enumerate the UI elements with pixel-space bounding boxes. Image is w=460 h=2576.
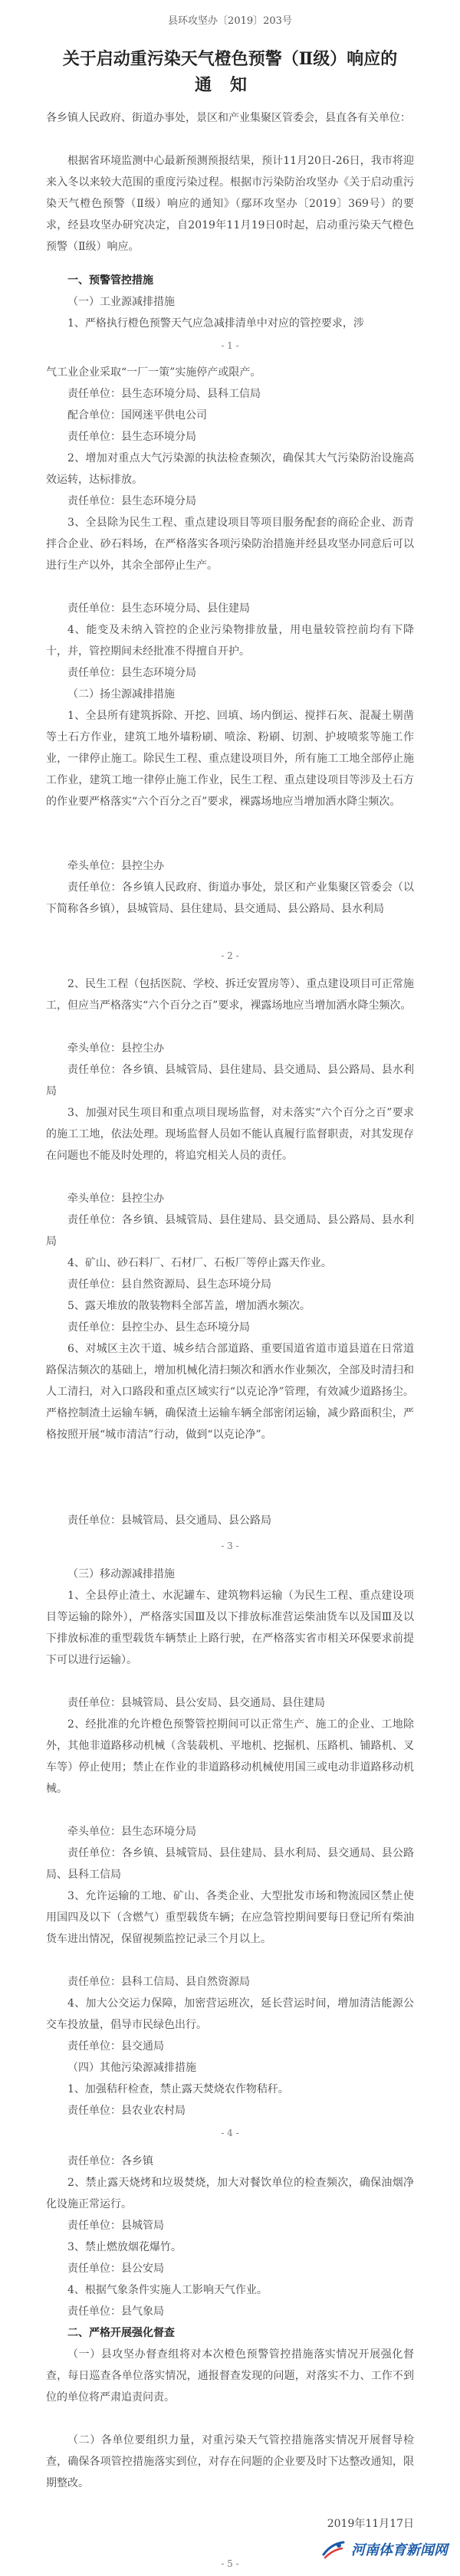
responsible-unit: 责任单位：县公安局: [67, 2263, 164, 2275]
document-number: 县环攻坚办〔2019〕203号: [168, 15, 292, 27]
paragraph: 气工业企业采取“一厂一策”实施停产或限产。: [46, 366, 261, 379]
responsible-unit: 责任单位：县自然资源局、县生态环境分局: [67, 1278, 271, 1291]
responsible-unit: 责任单位：各乡镇、县城管局、县住建局、县交通局、县公路局、县水利局: [46, 1214, 414, 1248]
paragraph: 5、露天堆放的散装物料全部苫盖，增加洒水频次。: [67, 1300, 310, 1312]
page-marker: - 5 -: [221, 2558, 239, 2569]
responsible-unit: 责任单位：各乡镇、县城管局、县住建局、县水利局、县交通局、县公路局、县科工信局: [46, 1847, 414, 1881]
responsible-unit: 责任单位：县生态环境分局、县住建局: [67, 602, 250, 615]
responsible-unit: 责任单位：县生态环境分局: [67, 431, 196, 443]
page-marker: - 4 -: [221, 2128, 239, 2138]
paragraph: 4、能变及未纳入管控的企业污染物排放量，用电量较管控前均有下降十，并，管控期间未经批准不得擅自开护。: [46, 624, 414, 658]
responsible-unit: 责任单位：县城管局、县公安局、县交通局、县住建局: [67, 1697, 325, 1709]
section-heading-1: 一、预警管控措施: [67, 274, 153, 287]
section-heading-2: 二、严格开展强化督查: [67, 2327, 175, 2339]
lead-unit: 牵头单位：县控尘办: [67, 1042, 164, 1055]
paragraph: 1、全县所有建筑拆除、开挖、回填、场内倒运、搅拌石灰、混凝土剔凿等土石方作业，建筑工地外墙粉刷、喷涂、粉刷、切割、护坡喷浆等施工作业，一律停止施工。除民生工程、重点建设项目外，所有施工工地全部停止施工作业，建筑工地一律停止施工作业，民生工程、重点建设项目等涉及土石方的作业要严格落实“六个百分之百”要求，裸露场地应当增加洒水降尘频次。: [46, 710, 414, 808]
responsible-unit: 责任单位：县生态环境分局: [67, 495, 196, 507]
site-watermark: [320, 2539, 448, 2559]
subsection-heading-4: （四）其他污染源减排措施: [67, 2062, 196, 2074]
subsection-heading-1: （一）工业源减排措施: [67, 296, 175, 308]
page-marker: - 2 -: [221, 950, 239, 961]
paragraph: 1、加强秸秆检查，禁止露天焚烧农作物秸秆。: [67, 2083, 289, 2095]
paragraph: 6、对城区主次干道、城乡结合部道路、重要国道省道市道县道在日常道路保洁频次的基础上，增加机械化清扫频次和洒水作业频次，全部及时清扫和人工清扫，对入口路段和重点区域实行“以克论净”管理，有效减少道路扬尘。严格控制渣土运输车辆，确保渣土运输车辆全部密闭运输，减少路面积尘，严格按照开展“城市清洁”行动，做到“以克论净”。: [46, 1343, 414, 1441]
responsible-unit: 责任单位：县农业农村局: [67, 2105, 186, 2117]
responsible-unit: 责任单位：县生态环境分局、县科工信局: [67, 388, 261, 400]
responsible-unit: 责任单位：县交通局: [67, 2040, 164, 2053]
intro-paragraph: 根据省环境监测中心最新预测预报结果，预计11月20日-26日，我市将迎来入冬以来较大范围的重度污染过程。根据市污染防治攻坚办《关于启动重污染天气橙色预警（Ⅱ级）响应的通知》（鄢环攻坚办〔2019〕369号）的要求，经县攻坚办研究决定，自2019年11月19日0时起，启动重污染天气橙色预警（Ⅱ级）响应。: [46, 155, 414, 253]
runner-logo-icon: [320, 2539, 347, 2559]
responsible-unit: 责任单位：各乡镇、县城管局、县住建局、县交通局、县公路局、县水利局: [46, 1064, 414, 1098]
paragraph: 1、严格执行橙色预警天气应急减排清单中对应的管控要求，涉: [67, 317, 364, 330]
paragraph: 3、禁止燃放烟花爆竹。: [67, 2241, 182, 2253]
responsible-unit: 责任单位：县城管局、县交通局、县公路局: [67, 1514, 271, 1527]
title-line-1: 关于启动重污染天气橙色预警（Ⅱ级）响应的: [62, 49, 398, 69]
responsible-unit: 责任单位：县控尘办、县生态环境分局: [67, 1321, 250, 1334]
responsible-unit: 责任单位：县科工信局、县自然资源局: [67, 1976, 250, 1988]
paragraph: （一）县攻坚办督查组将对本次橙色预警管控措施落实情况开展强化督查，每日巡查各单位落实情况，通报督查发现的问题，对落实不力、工作不到位的单位将严肃追责问责。: [46, 2348, 414, 2404]
paragraph: 2、禁止露天烧烤和垃圾焚烧，加大对餐饮单位的检查频次，确保油烟净化设施正常运行。: [46, 2177, 414, 2210]
paragraph: 4、加大公交运力保障，加密营运班次，延长营运时间，增加清洁能源公交车投放量，倡导市民绿色出行。: [46, 1997, 414, 2031]
responsible-unit: 责任单位：各乡镇: [67, 2155, 153, 2167]
paragraph: 4、根据气象条件实施人工影响天气作业。: [67, 2284, 268, 2296]
document-title: [31, 46, 429, 98]
signature-date: 2019年11月17日: [327, 2518, 414, 2530]
responsible-unit: 责任单位：县气象局: [67, 2305, 164, 2318]
subsection-heading-2: （二）扬尘源减排措施: [67, 688, 175, 701]
responsible-unit: 责任单位：县城管局: [67, 2220, 164, 2232]
paragraph: 2、经批准的允许橙色预警管控期间可以正常生产、施工的企业、工地除外，其他非道路移动机械（含装载机、平地机、挖掘机、压路机、铺路机、叉车等）停止使用；禁止在作业的非道路移动机械使用国三或电动非道路移动机械。: [46, 1718, 414, 1795]
paragraph: 3、全县除为民生工程、重点建设项目等项目服务配套的商砼企业、沥青拌合企业、砂石料场，在严格落实各项污染防治措施并经县攻坚办同意后可以进行生产以外，其余全部停止生产。: [46, 517, 414, 572]
paragraph: 3、允许运输的工地、矿山、各类企业、大型批发市场和物流园区禁止使用国四及以下（含燃气）重型载货车辆；在应急管控期间要每日登记所有柴油货车进出情况，保留视频监控记录三个月以上。: [46, 1890, 414, 1945]
title-line-2: 通知: [194, 75, 265, 95]
lead-unit: 牵头单位：县控尘办: [67, 860, 164, 872]
page-marker: - 3 -: [221, 1541, 239, 1551]
paragraph: 2、民生工程（包括医院、学校、拆迁安置房等）、重点建设项目可正常施工，但应当严格落实“六个百分之百”要求，裸露场地应当增加洒水降尘频次。: [46, 978, 414, 1012]
cooperating-unit: 配合单位：国网迷平供电公司: [67, 409, 207, 422]
paragraph: 1、全县停止渣土、水泥罐车、建筑物料运输（为民生工程、重点建设项目等运输的除外），严格落实国Ⅲ及以下排放标准营运柴油货车以及国Ⅲ及以下排放标准的重型载货车辆禁止上路行驶，在严格落实省市相关环保要求前提下可以进行运输）。: [46, 1590, 414, 1666]
responsible-unit: 责任单位：各乡镇人民政府、街道办事处，景区和产业集聚区管委会（以下简称各乡镇），县城管局、县住建局、县交通局、县公路局、县水利局: [46, 881, 414, 915]
paragraph: 2、增加对重点大气污染源的执法检查频次，确保其大气污染防治设施高效运转，达标排放。: [46, 452, 414, 486]
responsible-unit: 责任单位：县生态环境分局: [67, 667, 196, 679]
paragraph: 4、矿山、砂石料厂、石材厂、石板厂等停止露天作业。: [67, 1257, 332, 1269]
lead-unit: 牵头单位：县控尘办: [67, 1193, 164, 1205]
page-marker: - 1 -: [221, 340, 239, 351]
subsection-heading-3: （三）移动源减排措施: [67, 1568, 175, 1580]
addressee: 各乡镇人民政府、街道办事处，景区和产业集聚区管委会，县直各有关单位：: [46, 112, 411, 124]
paragraph: （二）各单位要组织力量，对重污染天气管控措施落实情况开展督导检查，确保各项管控措施落实到位，对存在问题的企业要及时下达整改通知，限期整改。: [46, 2434, 414, 2489]
paragraph: 3、加强对民生项目和重点项目现场监督，对未落实“六个百分之百”要求的施工工地，依法处理。现场监督人员如不能认真履行监督职责，对其发现存在问题也不能及时处理的，将追究相关人员的责任。: [46, 1107, 414, 1162]
watermark-text: 河南体育新闻网: [351, 2542, 448, 2558]
lead-unit: 牵头单位：县生态环境分局: [67, 1826, 196, 1838]
